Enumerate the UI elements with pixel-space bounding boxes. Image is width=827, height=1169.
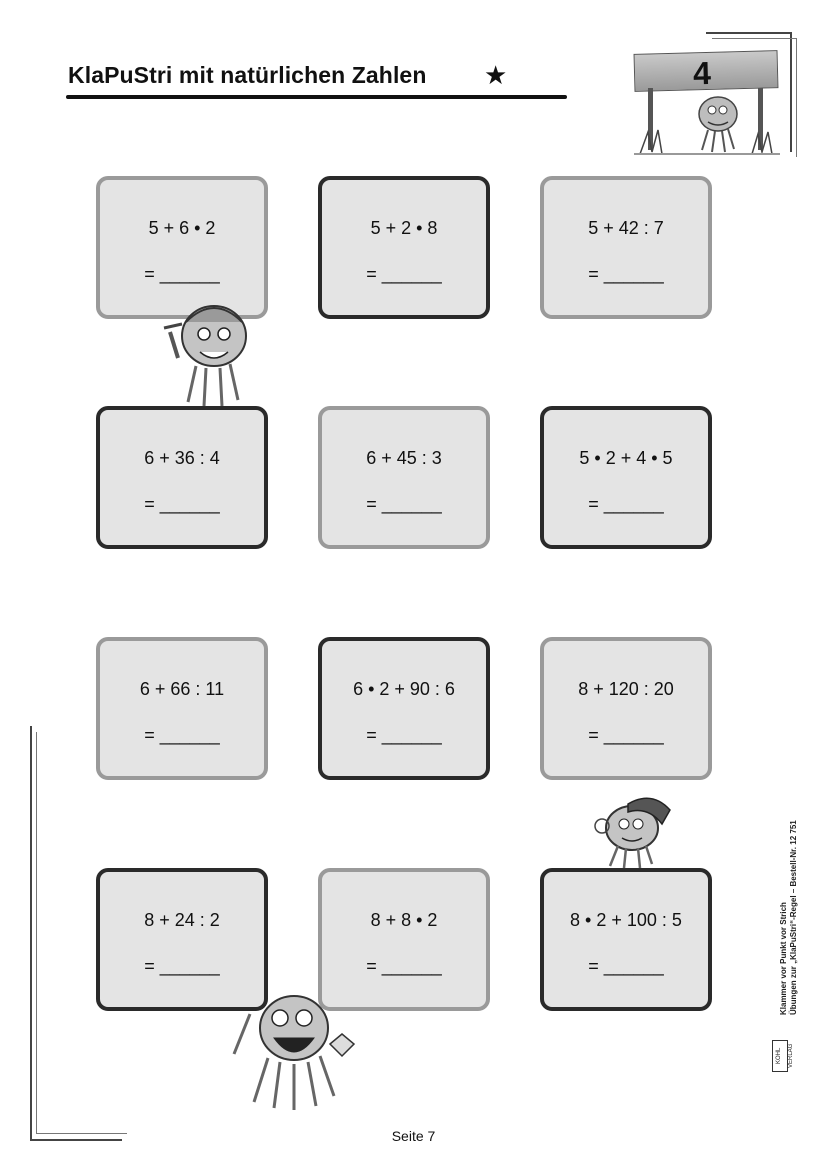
answer-blank[interactable]: = ______: [144, 725, 220, 745]
title-underline: [66, 95, 567, 99]
task-card: [540, 637, 712, 780]
level-number: 4: [692, 54, 712, 92]
page-number: Seite 7: [391, 1128, 436, 1144]
sign-board: [634, 50, 779, 92]
answer-blank[interactable]: = ______: [588, 725, 664, 745]
answer-blank[interactable]: = ______: [366, 264, 442, 284]
publisher-note-line2: Übungen zur „KlaPuStri“-Regel – Bestell-Nr. 12 751: [789, 820, 798, 1015]
answer-blank[interactable]: = ______: [588, 956, 664, 976]
grass-icon: [634, 122, 780, 156]
answer-blank[interactable]: = ______: [366, 725, 442, 745]
task-card: [540, 868, 712, 1011]
difficulty-star-icon: ★: [484, 60, 508, 90]
task-card: [96, 637, 268, 780]
task-expression: 8 + 120 : 20: [578, 679, 674, 699]
task-expression: 6 + 36 : 4: [144, 448, 220, 468]
answer-blank[interactable]: = ______: [144, 494, 220, 514]
task-expression: 5 • 2 + 4 • 5: [579, 448, 673, 468]
task-card: [318, 406, 490, 549]
answer-blank[interactable]: = ______: [144, 264, 220, 284]
answer-blank[interactable]: = ______: [588, 494, 664, 514]
cheering-monster-icon: [230, 984, 362, 1112]
publisher-logo: KOHL VERLAG: [772, 1040, 788, 1072]
task-expression: 5 + 2 • 8: [370, 218, 438, 238]
knight-monster-icon: [162, 292, 254, 408]
task-expression: 8 • 2 + 100 : 5: [570, 910, 682, 930]
answer-blank[interactable]: = ______: [144, 956, 220, 976]
task-card: [96, 406, 268, 549]
pirate-monster-icon: [592, 790, 676, 870]
task-expression: 6 + 66 : 11: [139, 679, 225, 699]
task-card: [540, 176, 712, 319]
task-expression: 8 + 8 • 2: [370, 910, 438, 930]
task-expression: 5 + 6 • 2: [148, 218, 216, 238]
answer-blank[interactable]: = ______: [588, 264, 664, 284]
task-expression: 6 + 45 : 3: [366, 448, 442, 468]
page-title: KlaPuStri mit natürlichen Zahlen: [68, 62, 427, 88]
publisher-note: [779, 795, 799, 1015]
task-card: [540, 406, 712, 549]
task-card: [318, 176, 490, 319]
publisher-note-line1: Klammer vor Punkt vor Strich: [779, 902, 788, 1015]
level-sign: [634, 52, 780, 156]
task-expression: 5 + 42 : 7: [588, 218, 664, 238]
task-expression: 8 + 24 : 2: [144, 910, 220, 930]
task-card: [318, 637, 490, 780]
answer-blank[interactable]: = ______: [366, 494, 442, 514]
task-expression: 6 • 2 + 90 : 6: [353, 679, 455, 699]
answer-blank[interactable]: = ______: [366, 956, 442, 976]
